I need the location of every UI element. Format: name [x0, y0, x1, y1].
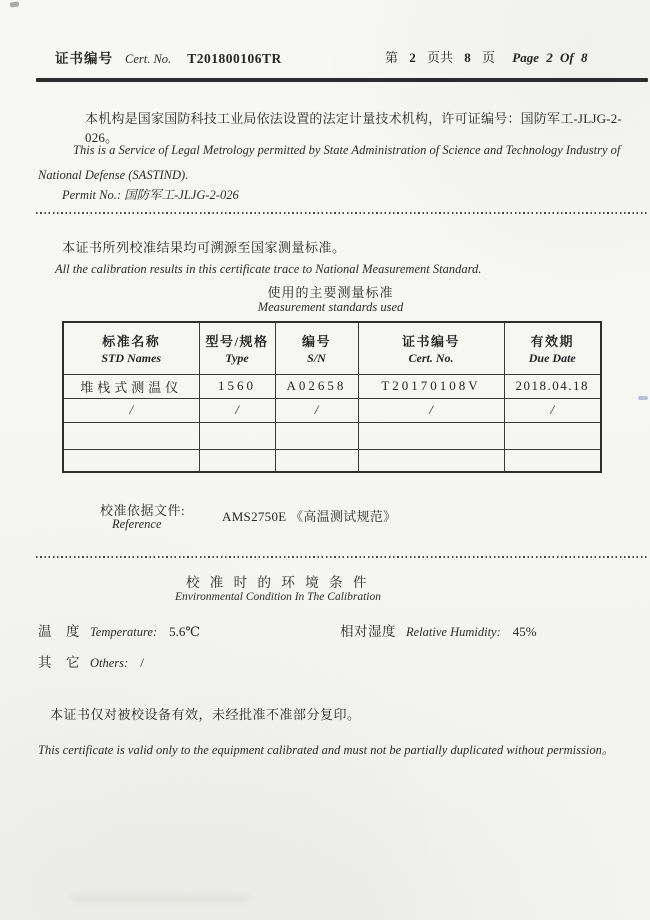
scan-speck-artifact: [10, 1, 20, 7]
standards-heading-en: Measurement standards used: [257, 300, 404, 314]
reference-label-zh: 校准依据文件:: [100, 503, 186, 518]
page-current: 2: [409, 50, 416, 65]
temperature-value: 5.6℃: [169, 624, 200, 639]
cell-type: [199, 422, 275, 449]
cell-due-date: [504, 449, 601, 472]
environment-heading-zh: 校 准 时 的 环 境 条 件: [185, 575, 371, 590]
cell-std-name: /: [63, 398, 199, 422]
cell-sn: A02658: [275, 374, 358, 398]
page-suffix-zh: 页: [482, 50, 496, 65]
others-row: [38, 651, 144, 672]
cert-number-value: T201800106TR: [187, 51, 282, 66]
page-indicator-en: Page 2 Of 8: [512, 50, 588, 65]
intro-paragraph-en: [38, 138, 623, 188]
others-label-zh: 其 它: [38, 655, 80, 670]
others-label-en: Others:: [90, 656, 129, 670]
cell-std-name: 堆栈式测温仪: [63, 374, 199, 398]
header-rule: [36, 78, 648, 82]
reference-label-en: Reference: [112, 517, 162, 531]
validity-note-en: This certificate is valid only to the equipment calibrated and must not be partially duplicated without permission。: [38, 743, 615, 757]
dotted-divider-top: [36, 212, 648, 214]
temperature-label-zh: 温 度: [38, 624, 80, 639]
others-value: /: [140, 655, 144, 670]
page-mid-zh: 页共: [427, 50, 454, 65]
humidity-group: [340, 620, 537, 641]
traceability-statement-en: All the calibration results in this certificate trace to National Measurement Standard.: [55, 262, 482, 276]
dotted-divider-bottom: [36, 556, 648, 558]
humidity-value: 45%: [512, 624, 537, 639]
intro-en-line1: This is a Service of Legal Metrology permitted by State Administration of Science and Technology Industry of: [73, 143, 621, 157]
scan-blue-mark-artifact: [638, 396, 648, 400]
page-prefix-zh: 第: [385, 50, 399, 65]
cell-cert-no: T20170108V: [358, 374, 504, 398]
table-row: [63, 422, 601, 449]
table-header-row: [63, 322, 601, 374]
cell-due-date: 2018.04.18: [504, 374, 601, 398]
cert-number-label-zh: 证书编号: [55, 51, 113, 66]
cell-due-date: [504, 422, 601, 449]
permit-number-line: Permit No.: 国防军工-JLJG-2-026: [62, 188, 239, 202]
page-indicator: [385, 47, 587, 66]
cell-cert-no: /: [358, 398, 504, 422]
cell-type: [199, 449, 275, 472]
temperature-label-en: Temperature:: [90, 625, 158, 639]
cell-sn: [275, 422, 358, 449]
scan-smudge-artifact: [70, 893, 250, 903]
standards-heading-zh: 使用的主要测量标准: [267, 285, 394, 300]
page-total: 8: [464, 50, 471, 65]
col-header-due-date: 有效期 Due Date: [504, 322, 601, 374]
table-row: [63, 398, 601, 422]
cell-std-name: [63, 449, 199, 472]
humidity-label-en: Relative Humidity:: [406, 625, 501, 639]
table-row: [63, 374, 601, 398]
intro-paragraph-zh: 本机构是国家国防科技工业局依法设置的法定计量技术机构，许可证编号：国防军工-JLJG-2-026。: [85, 111, 622, 145]
cell-sn: /: [275, 398, 358, 422]
reference-value: AMS2750E 《高温测试规范》: [222, 509, 397, 524]
humidity-label-zh: 相对湿度: [340, 624, 396, 639]
cell-type: /: [199, 398, 275, 422]
cell-due-date: /: [504, 398, 601, 422]
cell-type: 1560: [199, 374, 275, 398]
traceability-statement-zh: 本证书所列校准结果均可溯源至国家测量标准。: [62, 240, 346, 255]
table-row: [63, 449, 601, 472]
cert-number-group: [55, 47, 282, 68]
cert-number-label-en: Cert. No.: [125, 52, 172, 66]
validity-note-zh: 本证书仅对被校设备有效，未经批准不准部分复印。: [50, 707, 361, 722]
col-header-type: 型号/规格 Type: [199, 322, 275, 374]
intro-en-line2: National Defense (SASTIND).: [38, 168, 189, 182]
cell-cert-no: [358, 449, 504, 472]
cell-cert-no: [358, 422, 504, 449]
cell-std-name: [63, 422, 199, 449]
cell-sn: [275, 449, 358, 472]
environment-heading-en: Environmental Condition In The Calibration: [175, 591, 381, 603]
standards-table: [62, 321, 602, 473]
environment-values-row: [38, 620, 618, 641]
col-header-sn: 编号 S/N: [275, 322, 358, 374]
col-header-cert-no: 证书编号 Cert. No.: [358, 322, 504, 374]
col-header-std-names: 标准名称 STD Names: [63, 322, 199, 374]
